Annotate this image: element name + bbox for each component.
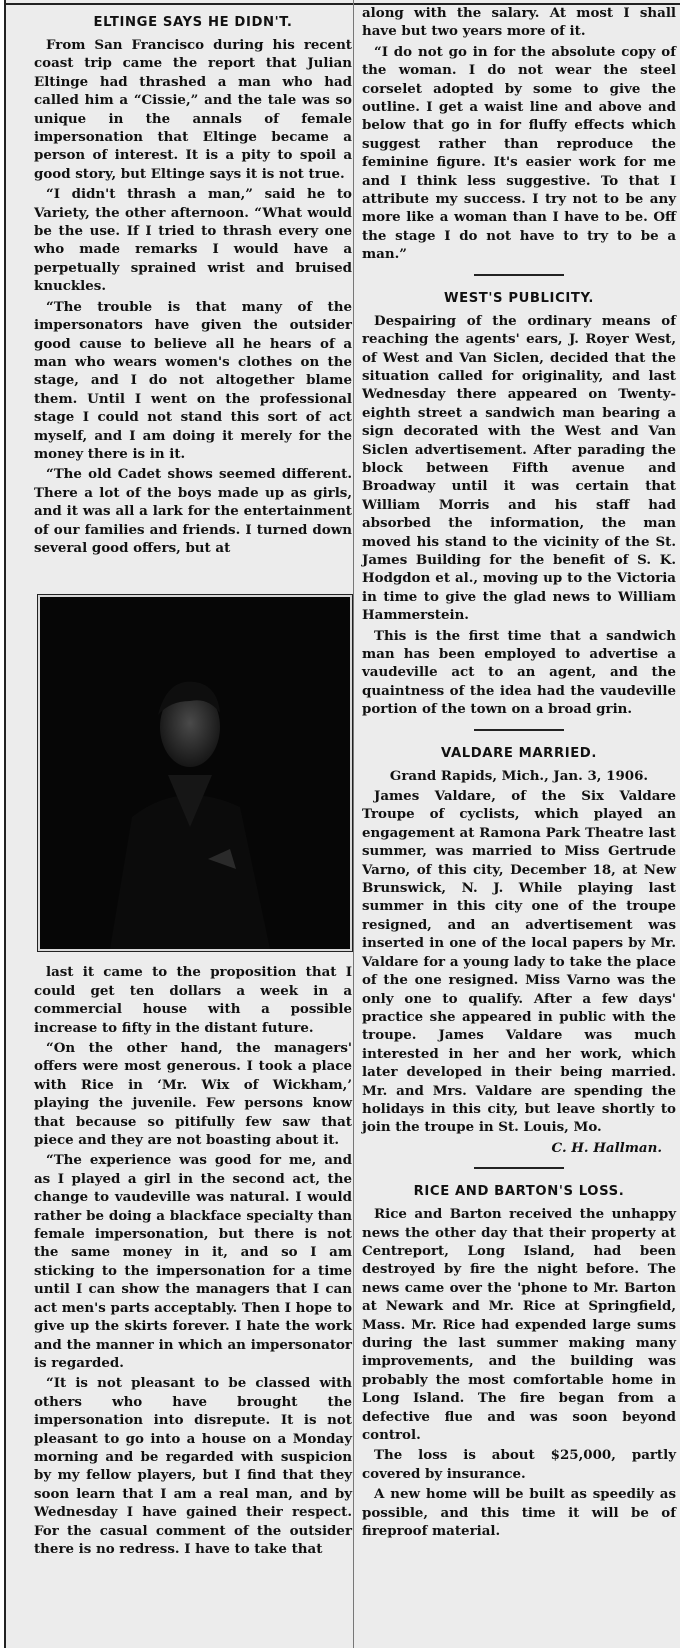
column-divider bbox=[353, 0, 354, 1648]
portrait-photo bbox=[38, 595, 352, 951]
paragraph: The loss is about $25,000, partly covered by insurance. bbox=[362, 1447, 676, 1482]
paragraph: Rice and Barton received the unhappy news the other day that their property at Centreport, Long Island, had been destroyed by fire the night before. The news came over the 'phone to Mr. Barton at Newark and Mr. Rice at Springfield, Mass. Mr. Rice had expended large sums during the last summer making many improvements, and the building was probably the most comfortable home in Long Island. The fire began from a defective flue and was soon beyond control. bbox=[362, 1206, 676, 1444]
article-title-eltinge: ELTINGE SAYS HE DIDN'T. bbox=[93, 15, 293, 30]
article-title-rice: RICE AND BARTON'S LOSS. bbox=[413, 1184, 625, 1200]
article-title-valdare: VALDARE MARRIED. bbox=[441, 745, 597, 761]
byline: C. H. Hallman. bbox=[551, 1139, 662, 1156]
paragraph: last it came to the proposition that I could get ten dollars a week in a commercial house with a possible increase to fifty in the distant future. bbox=[34, 964, 352, 1036]
portrait-image bbox=[40, 597, 350, 949]
section-rule bbox=[474, 274, 564, 276]
paragraph: “I didn't thrash a man,” said he to Variety, the other afternoon. “What would be the use. If I tried to thrash every one who made remarks I would have a perpetually sprained wrist and bruised knuckles. bbox=[34, 186, 352, 295]
paragraph: along with the salary. At most I shall have but two years more of it. bbox=[362, 5, 676, 40]
section-rule bbox=[474, 1167, 564, 1169]
paragraph: “On the other hand, the managers' offers were most generous. I took a place with Rice in ‘Mr. Wix of Wickham,’ playing the juvenile. Few persons know that because so pitifully few saw that piece and they are not boasting about it. bbox=[34, 1040, 352, 1149]
left-column bbox=[34, 14, 352, 1560]
paragraph: From San Francisco during his recent coast trip came the report that Julian Eltinge had thrashed a man who had called him a “Cissie,” and the tale was so unique in the annals of female impersonation that Eltinge became a person of interest. It is a pity to spoil a good story, but Eltinge says it is not true. bbox=[34, 37, 352, 182]
paragraph: James Valdare, of the Six Valdare Troupe of cyclists, which played an engagement at Ramona Park Theatre last summer, was married to Miss Gertrude Varno, of this city, December 18, at New Brunswick, N. J. While playing last summer in this city one of the troupe resigned, and an advertisement was inserted in one of the local papers by Mr. Valdare for a young lady to take the place of the one resigned. Miss Varno was the only one to qualify. After a few days' practice she appeared in public with the troupe. James Valdare was much interested in her and her work, which later developed in their being married. Mr. and Mrs. Valdare are spending the holidays in this city, but leave shortly to join the troupe in St. Louis, Mo. bbox=[362, 788, 676, 1136]
paragraph: “The trouble is that many of the impersonators have given the outsider good cause to believe all he hears of a man who wears women's clothes on the stage, and I do not altogether blame them. Until I went on the professional stage I could not stand this sort of act myself, and I am doing it merely for the money there is in it. bbox=[34, 298, 352, 462]
right-column bbox=[362, 4, 676, 1542]
paragraph: Despairing of the ordinary means of reaching the agents' ears, J. Royer West, of West and Van Siclen, decided that the situation called for originality, and last Wednesday there appeared on Twenty-eighth street a sandwich man bearing a sign decorated with the West and Van Siclen advertisement. After parading the block between Fifth avenue and Broadway until it was certain that William Morris and his staff had absorbed the information, the man moved his stand to the vicinity of the St. James Building for the benefit of S. K. Hodgdon et al., moving up to the Victoria in time to give the glad news to William Hammerstein. bbox=[362, 312, 676, 624]
paragraph: “The old Cadet shows seemed different. There a lot of the boys made up as girls, and it was all a lark for the entertainment of our families and friends. I turned down several good offers, but at bbox=[34, 466, 352, 556]
paragraph: “It is not pleasant to be classed with others who have brought the impersonation into disrepute. It is not pleasant to go into a house on a Monday morning and be regarded with suspicion by my fellow players, but I find that they soon learn that I am a real man, and by Wednesday I have gained their respect. For the casual comment of the outsider there is no redress. I have to take that bbox=[34, 1375, 352, 1557]
paragraph: This is the first time that a sandwich man has been employed to advertise a vaudeville act to an agent, and the quaintness of the idea had the vaudeville portion of the town on a broad grin. bbox=[362, 627, 676, 718]
dateline: Grand Rapids, Mich., Jan. 3, 1906. bbox=[389, 767, 649, 784]
section-rule bbox=[474, 729, 564, 731]
paragraph: “I do not go in for the absolute copy of the woman. I do not wear the steel corselet adopted by some to give the outline. I get a waist line and above and below that go in for fluffy effects which suggest rather than reproduce the feminine figure. It's easier work for me and I think less suggestive. To that I attribute my success. I try not to be any more like a woman than I have to be. Off the stage I do not have to try to be a man.” bbox=[362, 43, 676, 263]
newspaper-page bbox=[4, 0, 680, 1648]
paragraph: A new home will be built as speedily as possible, and this time it will be of fireproof material. bbox=[362, 1486, 676, 1540]
paragraph: “The experience was good for me, and as I played a girl in the second act, the change to vaudeville was natural. I would rather be doing a blackface specialty than female impersonation, but there is not the same money in it, and so I am sticking to the impersonation for a time until I can show the managers that I can act men's parts acceptably. Then I hope to give up the skirts forever. I hate the work and the manner in which an impersonator is regarded. bbox=[34, 1152, 352, 1371]
article-title-west: WEST'S PUBLICITY. bbox=[443, 290, 595, 306]
